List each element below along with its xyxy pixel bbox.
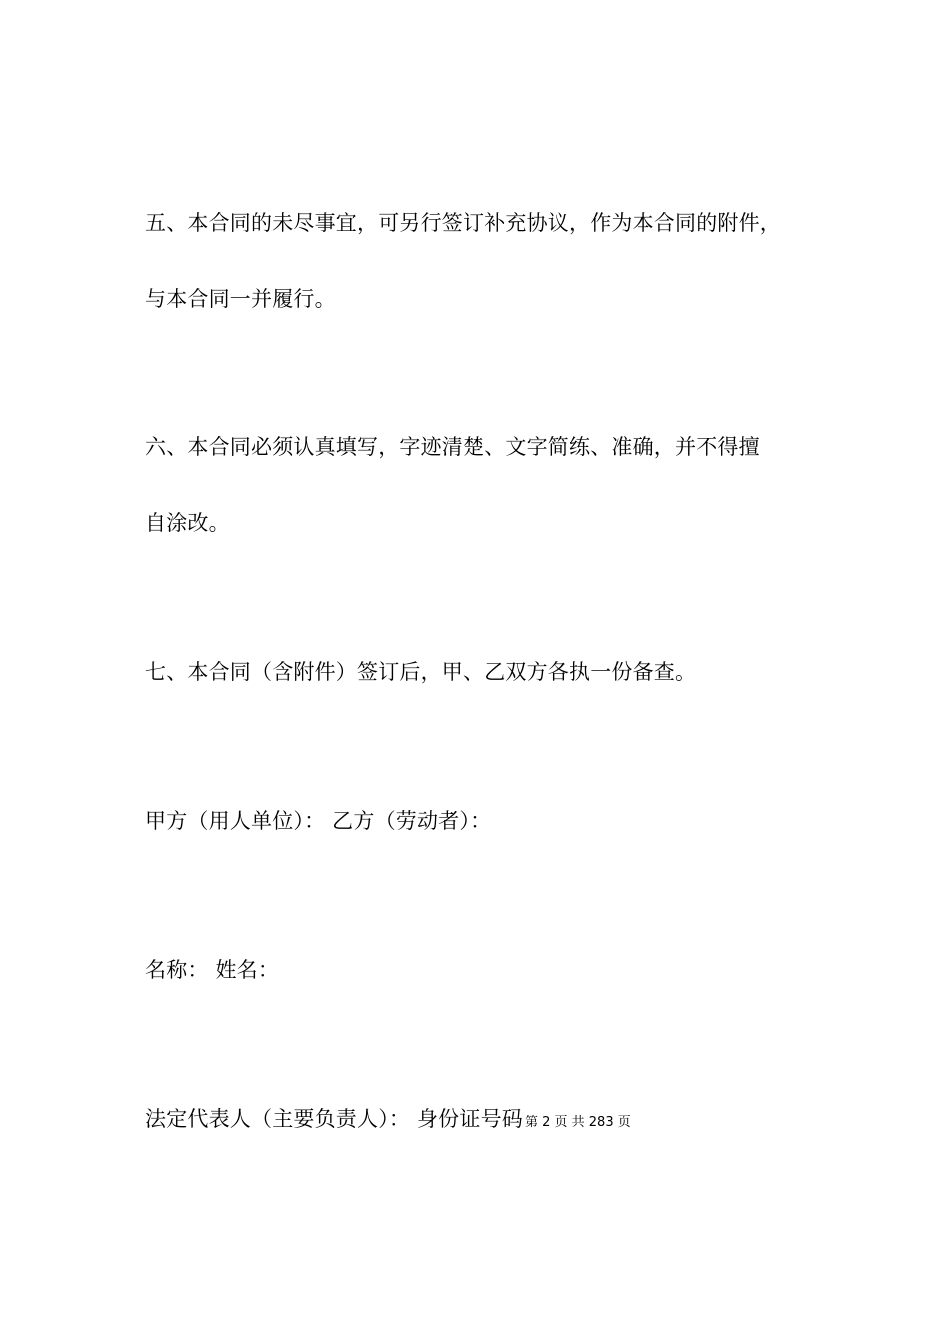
page-indicator: 第 2 页 共 283 页	[524, 1115, 631, 1130]
representative-id-line	[145, 1104, 631, 1138]
clause-six-line-1: 六、本合同必须认真填写，字迹清楚、文字简练、准确，并不得擅	[145, 435, 760, 459]
party-labels: 甲方（用人单位）： 乙方（劳动者）：	[145, 809, 492, 833]
name-labels: 名称： 姓名：	[145, 958, 280, 982]
clause-seven: 七、本合同（含附件）签订后，甲、乙双方各执一份备查。	[145, 660, 697, 684]
clause-five-line-2: 与本合同一并履行。	[145, 287, 336, 311]
clause-five-line-1: 五、本合同的未尽事宜，可另行签订补充协议，作为本合同的附件，	[145, 211, 781, 235]
representative-id-label: 法定代表人（主要负责人）： 身份证号码	[145, 1107, 523, 1131]
clause-six-line-2: 自涂改。	[145, 511, 230, 535]
